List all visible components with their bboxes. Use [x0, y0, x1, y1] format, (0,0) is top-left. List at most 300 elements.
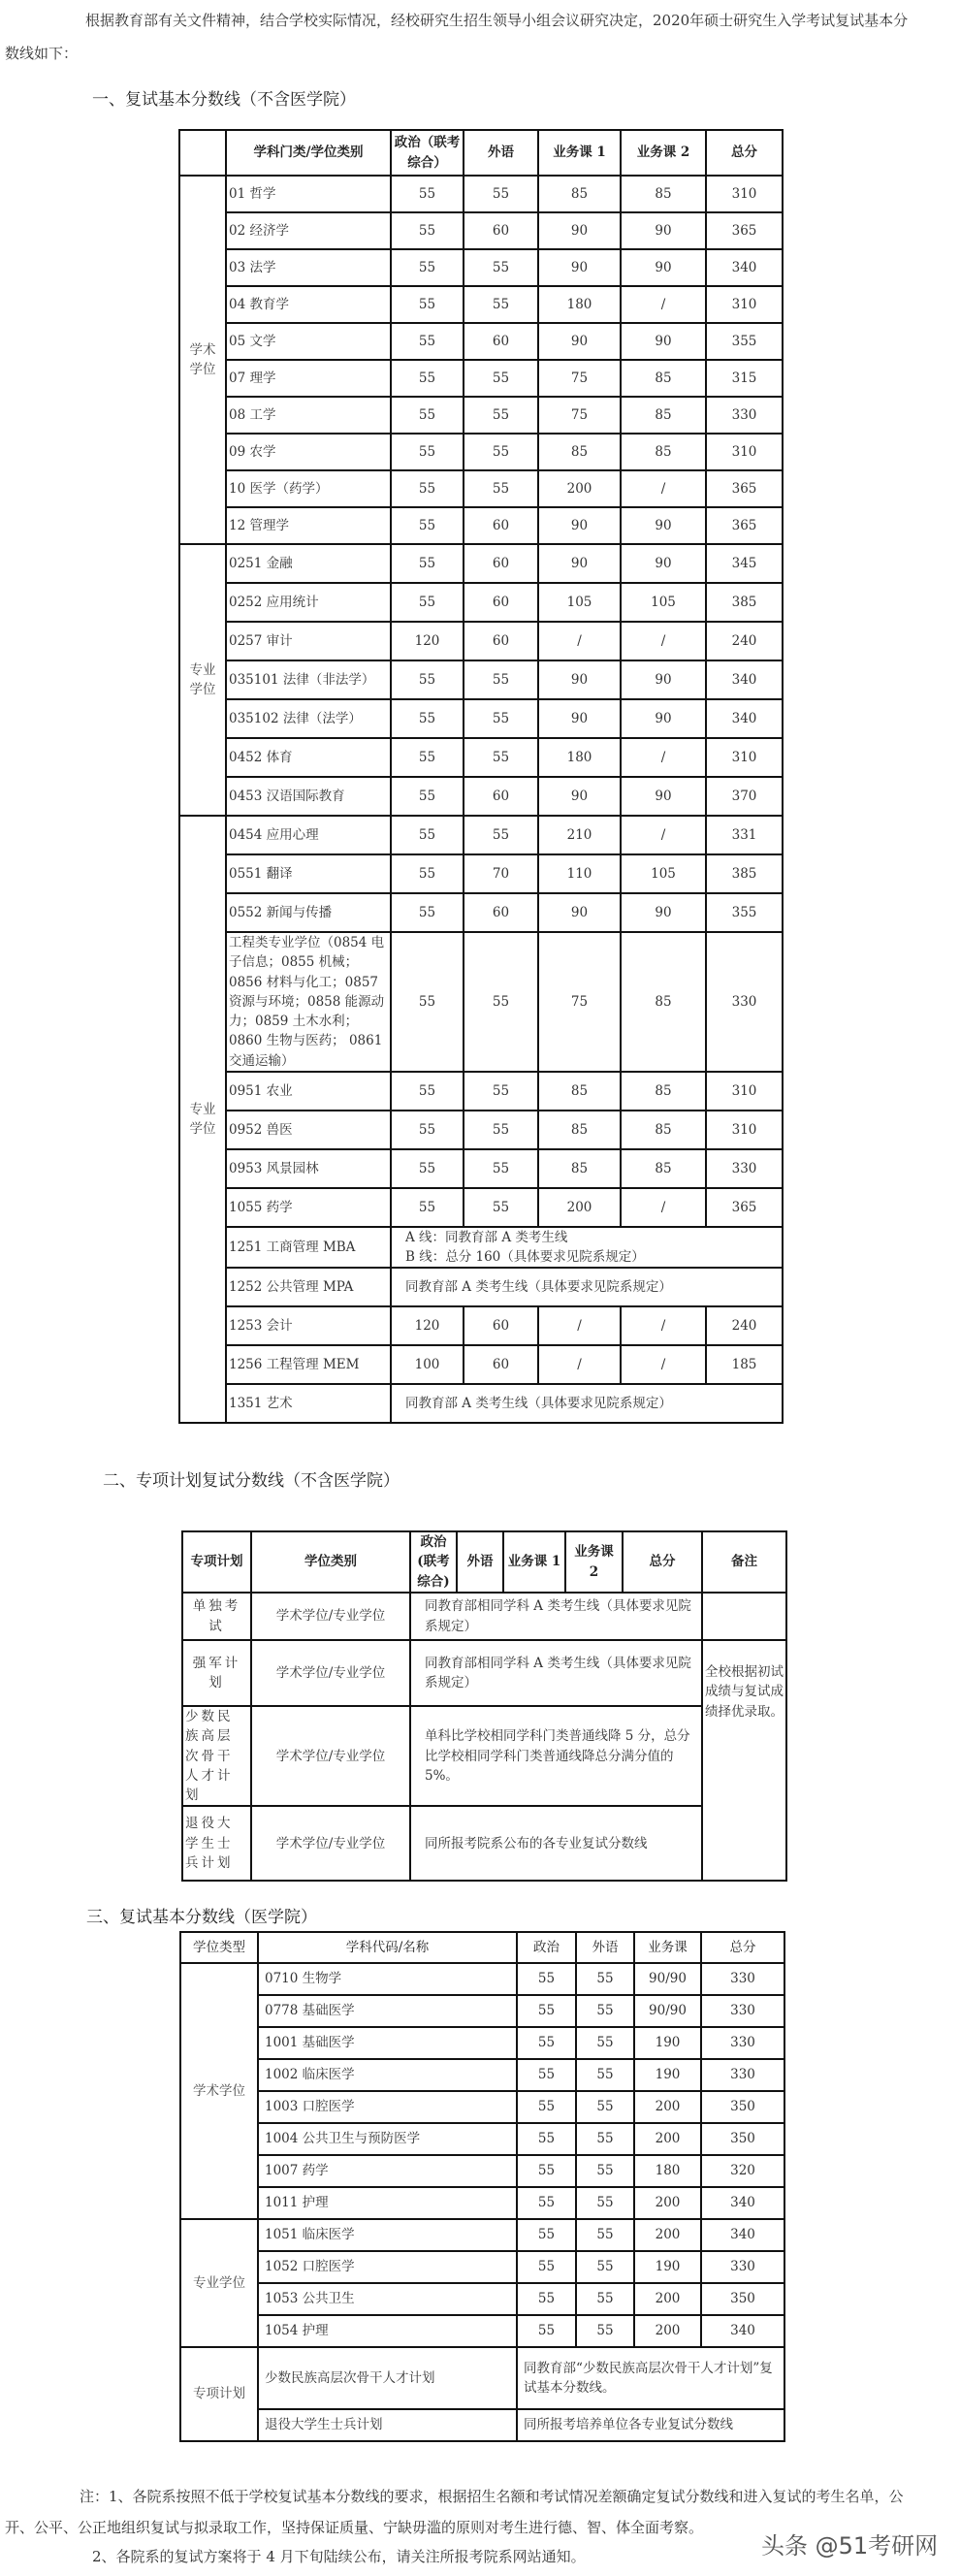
score-cell: 55	[391, 1072, 464, 1111]
table-row	[179, 507, 783, 544]
score-cell: 55	[391, 854, 464, 893]
score-cell: 55	[464, 360, 538, 397]
subject-name: 08 工学	[226, 397, 391, 434]
subject-name: 1051 临床医学	[258, 2219, 517, 2251]
score-cell: 85	[621, 932, 706, 1072]
score-cell: 90/90	[634, 1995, 701, 2027]
subject-name: 1053 公共卫生	[258, 2283, 517, 2315]
score-cell: 90	[538, 699, 621, 738]
score-cell: 340	[701, 2315, 784, 2347]
score-cell: 55	[464, 397, 538, 434]
score-cell: 55	[464, 434, 538, 470]
score-cell: 365	[706, 470, 783, 507]
column-header: 政治	[517, 1932, 576, 1963]
score-cell: 330	[706, 1149, 783, 1188]
score-cell: 85	[621, 1072, 706, 1111]
subject-name: 1004 公共卫生与预防医学	[258, 2123, 517, 2155]
table-row	[179, 1149, 783, 1188]
table-row	[179, 699, 783, 738]
subject-name: 工程类专业学位（0854 电子信息；0855 机械；0856 材料与化工；0857 资源与环境；0858 能源动力；0859 土木水利；0860 生物与医药； 0861 交通运输）	[226, 932, 391, 1072]
subject-name: 1055 药学	[226, 1188, 391, 1227]
score-cell: 55	[391, 434, 464, 470]
score-cell: 55	[517, 2155, 576, 2187]
score-cell: 55	[517, 1963, 576, 1995]
score-requirement: 同所报考院系公布的各专业复试分数线	[410, 1806, 702, 1881]
subject-name: 1052 口腔医学	[258, 2251, 517, 2283]
subject-name: 1351 艺术	[226, 1384, 391, 1423]
score-cell: 55	[576, 2027, 634, 2059]
score-cell: 55	[391, 738, 464, 777]
merged-line: 同所报考培养单位各专业复试分数线	[524, 2417, 733, 2433]
column-header: 业务课 1	[538, 130, 621, 176]
score-cell: 55	[391, 212, 464, 249]
score-cell: 55	[576, 2315, 634, 2347]
score-table-main	[178, 129, 784, 1424]
score-cell: 310	[706, 738, 783, 777]
column-header: 学位类型	[180, 1932, 258, 1963]
degree-group-label: 专项计划	[180, 2347, 258, 2441]
score-cell: 55	[391, 323, 464, 360]
score-cell: /	[621, 1188, 706, 1227]
score-cell: 330	[701, 2251, 784, 2283]
score-cell: 55	[391, 544, 464, 583]
table-row	[179, 893, 783, 932]
score-cell: 55	[391, 1188, 464, 1227]
score-cell: 55	[576, 2123, 634, 2155]
subject-name: 0453 汉语国际教育	[226, 777, 391, 816]
score-cell: 90	[538, 212, 621, 249]
subject-name: 1256 工程管理 MEM	[226, 1345, 391, 1384]
subject-name: 10 医学（药学）	[226, 470, 391, 507]
column-header: 业务课 2	[565, 1531, 623, 1593]
score-cell: 185	[706, 1345, 783, 1384]
score-cell: 60	[464, 893, 538, 932]
score-cell: 310	[706, 286, 783, 323]
table-row	[179, 397, 783, 434]
subject-name: 1007 药学	[258, 2155, 517, 2187]
table-row	[179, 470, 783, 507]
score-cell: 200	[634, 2315, 701, 2347]
score-cell: 310	[706, 1072, 783, 1111]
score-cell: 200	[634, 2219, 701, 2251]
score-cell: 355	[706, 893, 783, 932]
intro-line-1: 根据教育部有关文件精神，结合学校实际情况，经校研究生招生领导小组会议研究决定，2020年硕士研究生入学考试复试基本分	[85, 12, 909, 29]
subject-name: 07 理学	[226, 360, 391, 397]
merged-requirement	[391, 1268, 783, 1306]
table-row	[182, 1806, 786, 1881]
score-cell: 60	[464, 544, 538, 583]
score-cell: 55	[464, 249, 538, 286]
score-cell: 55	[517, 2027, 576, 2059]
table-row	[180, 2155, 784, 2187]
degree-group-label: 学术学位	[180, 1963, 258, 2219]
merged-line: 同教育部 A 类考生线（具体要求见院系规定）	[405, 1396, 672, 1412]
score-cell: 340	[706, 699, 783, 738]
degree-group-label: 学术学位	[179, 176, 226, 544]
table-row	[179, 1268, 783, 1306]
score-cell: 331	[706, 816, 783, 854]
score-cell: 365	[706, 1188, 783, 1227]
score-cell: 60	[464, 1345, 538, 1384]
score-cell: 315	[706, 360, 783, 397]
column-header: 外语	[457, 1531, 503, 1593]
score-cell: 90	[621, 507, 706, 544]
column-header	[179, 130, 226, 176]
table-row	[180, 2315, 784, 2347]
column-header: 学科门类/学位类别	[226, 130, 391, 176]
table-row	[179, 1384, 783, 1423]
header-row	[182, 1531, 786, 1593]
score-cell: 85	[621, 1149, 706, 1188]
score-cell: 55	[391, 1149, 464, 1188]
score-cell: 310	[706, 1111, 783, 1149]
column-header: 专项计划	[182, 1531, 251, 1593]
subject-name: 1252 公共管理 MPA	[226, 1268, 391, 1306]
score-cell: 385	[706, 854, 783, 893]
table-row	[179, 738, 783, 777]
score-cell: 90	[621, 212, 706, 249]
score-cell: 200	[634, 2123, 701, 2155]
score-cell: 340	[706, 249, 783, 286]
table-row	[179, 212, 783, 249]
score-cell: 210	[538, 816, 621, 854]
table-row	[180, 2347, 784, 2409]
column-header: 总分	[701, 1932, 784, 1963]
score-cell: 105	[538, 583, 621, 622]
score-cell: 55	[464, 286, 538, 323]
plan-name: 退役大学生士兵计划	[182, 1806, 251, 1881]
subject-name: 0952 兽医	[226, 1111, 391, 1149]
score-cell: 55	[576, 2219, 634, 2251]
merged-requirement	[391, 1227, 783, 1269]
table-row	[179, 176, 783, 212]
score-cell: 365	[706, 212, 783, 249]
subject-name: 少数民族高层次骨干人才计划	[258, 2347, 517, 2409]
score-cell: 55	[517, 2251, 576, 2283]
table-row	[179, 434, 783, 470]
score-cell: 90	[621, 544, 706, 583]
score-cell: 350	[701, 2283, 784, 2315]
note-line-2: 开、公平、公正地组织复试与拟录取工作，坚持保证质量、宁缺毋滥的原则对考生进行德、智、体全面考察。	[5, 2519, 704, 2536]
section3-title: 三、复试基本分数线（医学院）	[86, 1908, 317, 1927]
score-cell: 55	[517, 1995, 576, 2027]
table-row	[179, 932, 783, 1072]
table-row	[182, 1593, 786, 1640]
score-cell: 75	[538, 360, 621, 397]
subject-name: 02 经济学	[226, 212, 391, 249]
score-cell: 55	[517, 2315, 576, 2347]
score-cell: 330	[706, 932, 783, 1072]
table-row	[179, 1188, 783, 1227]
table-row	[180, 2059, 784, 2091]
table-row	[179, 323, 783, 360]
table-row	[180, 2409, 784, 2441]
score-cell: 55	[464, 699, 538, 738]
column-header: 业务课 2	[621, 130, 706, 176]
score-cell: 330	[701, 1995, 784, 2027]
column-header: 学科代码/名称	[258, 1932, 517, 1963]
score-cell: 90/90	[634, 1963, 701, 1995]
score-cell: 90	[621, 699, 706, 738]
score-cell: 190	[634, 2059, 701, 2091]
score-cell: 55	[391, 286, 464, 323]
subject-name: 01 哲学	[226, 176, 391, 212]
score-cell: 55	[576, 1963, 634, 1995]
subject-name: 1002 临床医学	[258, 2059, 517, 2091]
score-cell: 90	[621, 893, 706, 932]
score-cell: 330	[701, 2059, 784, 2091]
score-cell: 90	[621, 323, 706, 360]
score-cell: 60	[464, 583, 538, 622]
header-row	[180, 1932, 784, 1963]
score-cell: /	[621, 738, 706, 777]
score-cell: 90	[621, 777, 706, 816]
score-cell: 55	[391, 893, 464, 932]
score-requirement: 单科比学校相同学科门类普通线降 5 分，总分比学校相同学科门类普通线降总分满分值的 5%。	[410, 1706, 702, 1806]
degree-type: 学术学位/专业学位	[251, 1706, 410, 1806]
score-cell: 55	[391, 176, 464, 212]
subject-name: 0551 翻译	[226, 854, 391, 893]
score-cell: 85	[538, 1149, 621, 1188]
watermark-logo: 头条 @51考研网	[761, 2532, 939, 2560]
score-cell: 55	[464, 932, 538, 1072]
subject-name: 03 法学	[226, 249, 391, 286]
subject-name: 0778 基础医学	[258, 1995, 517, 2027]
score-cell: 85	[621, 1111, 706, 1149]
score-table-medical	[179, 1931, 785, 2442]
score-requirement: 同教育部相同学科 A 类考生线（具体要求见院系规定）	[410, 1640, 702, 1706]
score-cell: 90	[538, 660, 621, 699]
score-cell: /	[621, 470, 706, 507]
score-cell: 60	[464, 507, 538, 544]
score-cell: 340	[701, 2219, 784, 2251]
score-cell: 85	[621, 397, 706, 434]
score-cell: 90	[538, 249, 621, 286]
score-cell: 105	[621, 854, 706, 893]
merged-line: B 线：总分 160（具体要求见院系规定）	[405, 1249, 645, 1265]
table-row	[179, 249, 783, 286]
score-cell: 55	[576, 2155, 634, 2187]
score-cell: 85	[538, 1072, 621, 1111]
plan-name: 强军计划	[182, 1640, 251, 1706]
score-cell: 55	[517, 2283, 576, 2315]
score-cell: 60	[464, 1306, 538, 1345]
header-row	[179, 130, 783, 176]
table-row	[179, 286, 783, 323]
score-cell: 85	[538, 434, 621, 470]
score-cell: 55	[576, 2091, 634, 2123]
subject-name: 1003 口腔医学	[258, 2091, 517, 2123]
table-row	[179, 777, 783, 816]
score-cell: /	[621, 286, 706, 323]
score-cell: 200	[538, 1188, 621, 1227]
column-header: 学位类别	[251, 1531, 410, 1593]
subject-name: 1251 工商管理 MBA	[226, 1227, 391, 1269]
score-cell: 345	[706, 544, 783, 583]
score-cell: /	[621, 1345, 706, 1384]
score-cell: 330	[706, 397, 783, 434]
degree-type: 学术学位/专业学位	[251, 1593, 410, 1640]
score-cell: 180	[538, 286, 621, 323]
subject-name: 1253 会计	[226, 1306, 391, 1345]
table-row	[180, 2251, 784, 2283]
degree-type: 学术学位/专业学位	[251, 1806, 410, 1881]
score-cell: 55	[464, 1188, 538, 1227]
subject-name: 0953 风景园林	[226, 1149, 391, 1188]
table-row	[180, 1995, 784, 2027]
section2-title: 二、专项计划复试分数线（不含医学院）	[103, 1471, 400, 1491]
score-cell: 55	[464, 1111, 538, 1149]
score-cell: 55	[391, 360, 464, 397]
score-cell: 240	[706, 1306, 783, 1345]
column-header: 总分	[623, 1531, 702, 1593]
score-cell: 320	[701, 2155, 784, 2187]
table-row	[180, 2091, 784, 2123]
score-cell: 240	[706, 622, 783, 660]
score-cell: 100	[391, 1345, 464, 1384]
score-cell: 55	[391, 583, 464, 622]
score-requirement: 同教育部相同学科 A 类考生线（具体要求见院系规定）	[410, 1593, 702, 1640]
score-cell: /	[621, 1306, 706, 1345]
merged-requirement	[517, 2347, 784, 2409]
score-cell: 310	[706, 434, 783, 470]
column-header: 外语	[576, 1932, 634, 1963]
score-cell: 55	[464, 660, 538, 699]
score-cell: 330	[701, 2027, 784, 2059]
score-cell: 310	[706, 176, 783, 212]
score-cell: 190	[634, 2251, 701, 2283]
score-cell: 55	[391, 816, 464, 854]
subject-name: 035101 法律（非法学）	[226, 660, 391, 699]
subject-name: 12 管理学	[226, 507, 391, 544]
degree-group-label: 专业学位	[179, 544, 226, 816]
score-cell: 200	[634, 2187, 701, 2219]
score-cell: 85	[621, 176, 706, 212]
degree-type: 学术学位/专业学位	[251, 1640, 410, 1706]
column-header: 业务课	[634, 1932, 701, 1963]
note-line-1: 注：1、各院系按照不低于学校复试基本分数线的要求，根据招生名额和考试情况差额确定复试分数线和进入复试的考生名单，公	[80, 2488, 904, 2505]
table-row	[180, 2219, 784, 2251]
score-cell: 55	[391, 249, 464, 286]
score-cell: 75	[538, 932, 621, 1072]
table-row	[179, 660, 783, 699]
table-row	[179, 544, 783, 583]
column-header: 外语	[464, 130, 538, 176]
score-cell: 120	[391, 1306, 464, 1345]
table-row	[180, 1963, 784, 1995]
table-row	[179, 1306, 783, 1345]
subject-name: 0252 应用统计	[226, 583, 391, 622]
score-cell: 200	[634, 2283, 701, 2315]
table-row	[179, 1227, 783, 1269]
score-cell: 90	[538, 544, 621, 583]
score-cell: 55	[464, 1149, 538, 1188]
score-cell: 55	[576, 2187, 634, 2219]
score-cell: 55	[576, 2283, 634, 2315]
score-cell: 200	[538, 470, 621, 507]
section1-title: 一、复试基本分数线（不含医学院）	[92, 90, 356, 110]
subject-name: 退役大学生士兵计划	[258, 2409, 517, 2441]
table-row	[180, 2123, 784, 2155]
table-row	[179, 1072, 783, 1111]
score-cell: 85	[538, 1111, 621, 1149]
score-cell: 55	[464, 738, 538, 777]
column-header: 总分	[706, 130, 783, 176]
score-cell: 60	[464, 323, 538, 360]
table-row	[180, 2187, 784, 2219]
score-cell: 55	[464, 1072, 538, 1111]
score-cell: /	[538, 622, 621, 660]
note-cell-empty	[702, 1593, 786, 1640]
score-cell: 85	[538, 176, 621, 212]
score-cell: 55	[391, 660, 464, 699]
intro-line-2: 数线如下：	[5, 45, 79, 62]
subject-name: 1001 基础医学	[258, 2027, 517, 2059]
score-cell: 110	[538, 854, 621, 893]
table-row	[182, 1706, 786, 1806]
score-cell: 55	[391, 507, 464, 544]
subject-name: 0951 农业	[226, 1072, 391, 1111]
score-table-special	[181, 1530, 787, 1882]
score-cell: /	[538, 1345, 621, 1384]
remark-note: 全校根据初试成绩与复试成绩择优录取。	[702, 1640, 786, 1881]
table-row	[179, 360, 783, 397]
score-cell: 180	[634, 2155, 701, 2187]
column-header: 备注	[702, 1531, 786, 1593]
plan-name: 少数民族高层次骨干人才计划	[182, 1706, 251, 1806]
score-cell: 90	[538, 507, 621, 544]
score-cell: 55	[576, 1995, 634, 2027]
score-cell: 55	[391, 1111, 464, 1149]
subject-name: 0257 审计	[226, 622, 391, 660]
score-cell: 340	[701, 2187, 784, 2219]
column-header: 政治（联考综合）	[391, 130, 464, 176]
score-cell: 340	[706, 660, 783, 699]
subject-name: 1011 护理	[258, 2187, 517, 2219]
subject-name: 0251 金融	[226, 544, 391, 583]
score-cell: 120	[391, 622, 464, 660]
subject-name: 04 教育学	[226, 286, 391, 323]
subject-name: 1054 护理	[258, 2315, 517, 2347]
score-cell: 330	[701, 1963, 784, 1995]
merged-requirement	[517, 2409, 784, 2441]
table-row	[179, 1111, 783, 1149]
score-cell: 90	[538, 893, 621, 932]
table-row	[179, 622, 783, 660]
score-cell: 180	[538, 738, 621, 777]
subject-name: 0552 新闻与传播	[226, 893, 391, 932]
table-row	[182, 1640, 786, 1706]
score-cell: 55	[576, 2059, 634, 2091]
table-row	[179, 1345, 783, 1384]
score-cell: 55	[464, 176, 538, 212]
subject-name: 0710 生物学	[258, 1963, 517, 1995]
score-cell: 85	[621, 360, 706, 397]
score-cell: 70	[464, 854, 538, 893]
merged-line: A 线：同教育部 A 类考生线	[405, 1229, 568, 1245]
score-cell: 55	[464, 470, 538, 507]
score-cell: 60	[464, 777, 538, 816]
score-cell: 55	[517, 2219, 576, 2251]
table-row	[179, 816, 783, 854]
subject-name: 0452 体育	[226, 738, 391, 777]
subject-name: 05 文学	[226, 323, 391, 360]
table-row	[180, 2027, 784, 2059]
merged-line: 同教育部“少数民族高层次骨干人才计划”复试基本分数线。	[524, 2360, 773, 2396]
score-cell: 85	[621, 434, 706, 470]
score-cell: 60	[464, 622, 538, 660]
score-cell: 55	[576, 2251, 634, 2283]
